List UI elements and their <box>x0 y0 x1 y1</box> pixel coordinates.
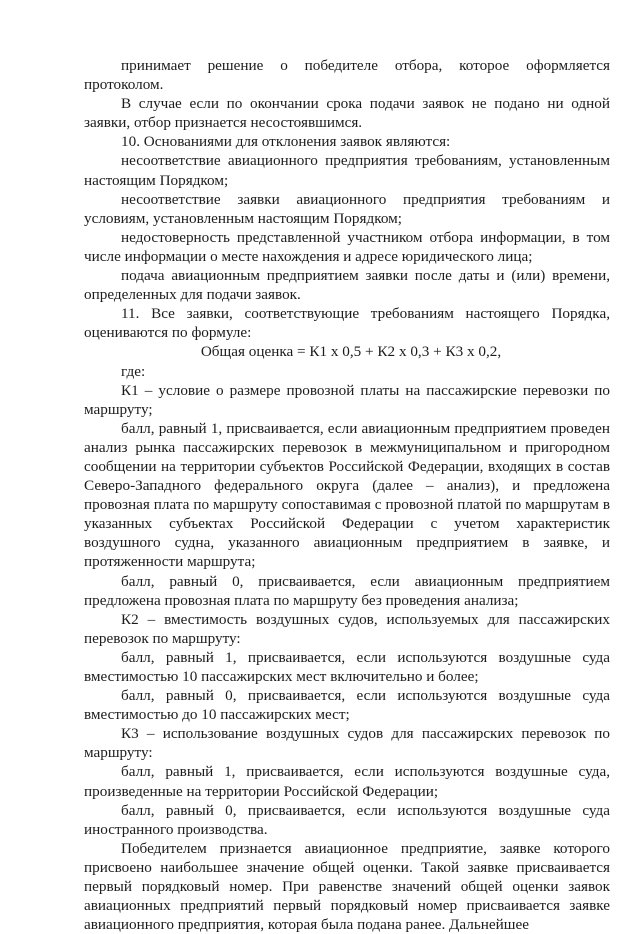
paragraph-rejection-ground-3: недостоверность представленной участником отбора информации, в том числе информации о месте нахождения и адресе юридического лица; <box>84 228 610 265</box>
criterion-k1-score-0: балл, равный 0, присваивается, если авиационным предприятием предложена провозная плата по маршруту без проведения анализа; <box>84 572 610 609</box>
paragraph-rejection-ground-1: несоответствие авиационного предприятия требованиям, установленным настоящим Порядком; <box>84 152 610 189</box>
paragraph-protocol: принимает решение о победителе отбора, которое оформляется протоколом. <box>84 57 610 94</box>
criterion-k3-definition: К3 – использование воздушных судов для пассажирских перевозок по маршруту: <box>84 725 610 762</box>
criterion-k1-definition: К1 – условие о размере провозной платы на пассажирские перевозки по маршруту; <box>84 381 610 418</box>
formula-where-label: где: <box>121 362 146 380</box>
paragraph-winner-determination: Победителем признается авиационное предприятие, заявке которого присвоено наибольшее значение общей оценки. Такой заявке присваивается первый порядковый номер. При равенстве значений общей оценки заявок авиационных предприятий первый порядковый номер присваивается заявке авиационного предприятия, которая была подана ранее. Дальнейшее <box>84 839 610 934</box>
criterion-k2-score-0: балл, равный 0, присваивается, если используются воздушные суда вместимостью до 10 пассажирских мест; <box>84 687 610 724</box>
evaluation-formula: Общая оценка = К1 х 0,5 + К2 х 0,3 + К3 х 0,2, <box>200 343 502 361</box>
paragraph-no-applications: В случае если по окончании срока подачи заявок не подано ни одной заявки, отбор признается несостоявшимся. <box>84 95 610 132</box>
document-page <box>84 56 610 934</box>
criterion-k1-score-1: балл, равный 1, присваивается, если авиационным предприятием проведен анализ рынка пассажирских перевозок в межмуниципальном и пригородном сообщении на территории субъектов Российской Федерации, входящих в состав Северо-Западного федерального округа (далее – анализ), и предложена провозная плата по маршруту сопоставимая с провозной платой по маршрутам в указанных субъектах Российской Федерации с учетом характеристик воздушного судна, указанного авиационным предприятием в заявке, и протяженности маршрута; <box>84 419 610 571</box>
paragraph-rejection-grounds-heading: 10. Основаниями для отклонения заявок являются: <box>121 133 451 151</box>
paragraph-rejection-ground-2: несоответствие заявки авиационного предприятия требованиям и условиям, установленным настоящим Порядком; <box>84 190 610 227</box>
paragraph-rejection-ground-4: подача авиационным предприятием заявки после даты и (или) времени, определенных для подачи заявок. <box>84 267 610 304</box>
criterion-k3-score-0: балл, равный 0, присваивается, если используются воздушные суда иностранного производства. <box>84 801 610 838</box>
criterion-k2-score-1: балл, равный 1, присваивается, если используются воздушные суда вместимостью 10 пассажирских мест включительно и более; <box>84 648 610 685</box>
paragraph-evaluation-heading: 11. Все заявки, соответствующие требованиям настоящего Порядка, оцениваются по формуле: <box>84 305 610 342</box>
criterion-k3-score-1: балл, равный 1, присваивается, если используются воздушные суда, произведенные на территории Российской Федерации; <box>84 763 610 800</box>
criterion-k2-definition: К2 – вместимость воздушных судов, используемых для пассажирских перевозок по маршруту: <box>84 610 610 647</box>
